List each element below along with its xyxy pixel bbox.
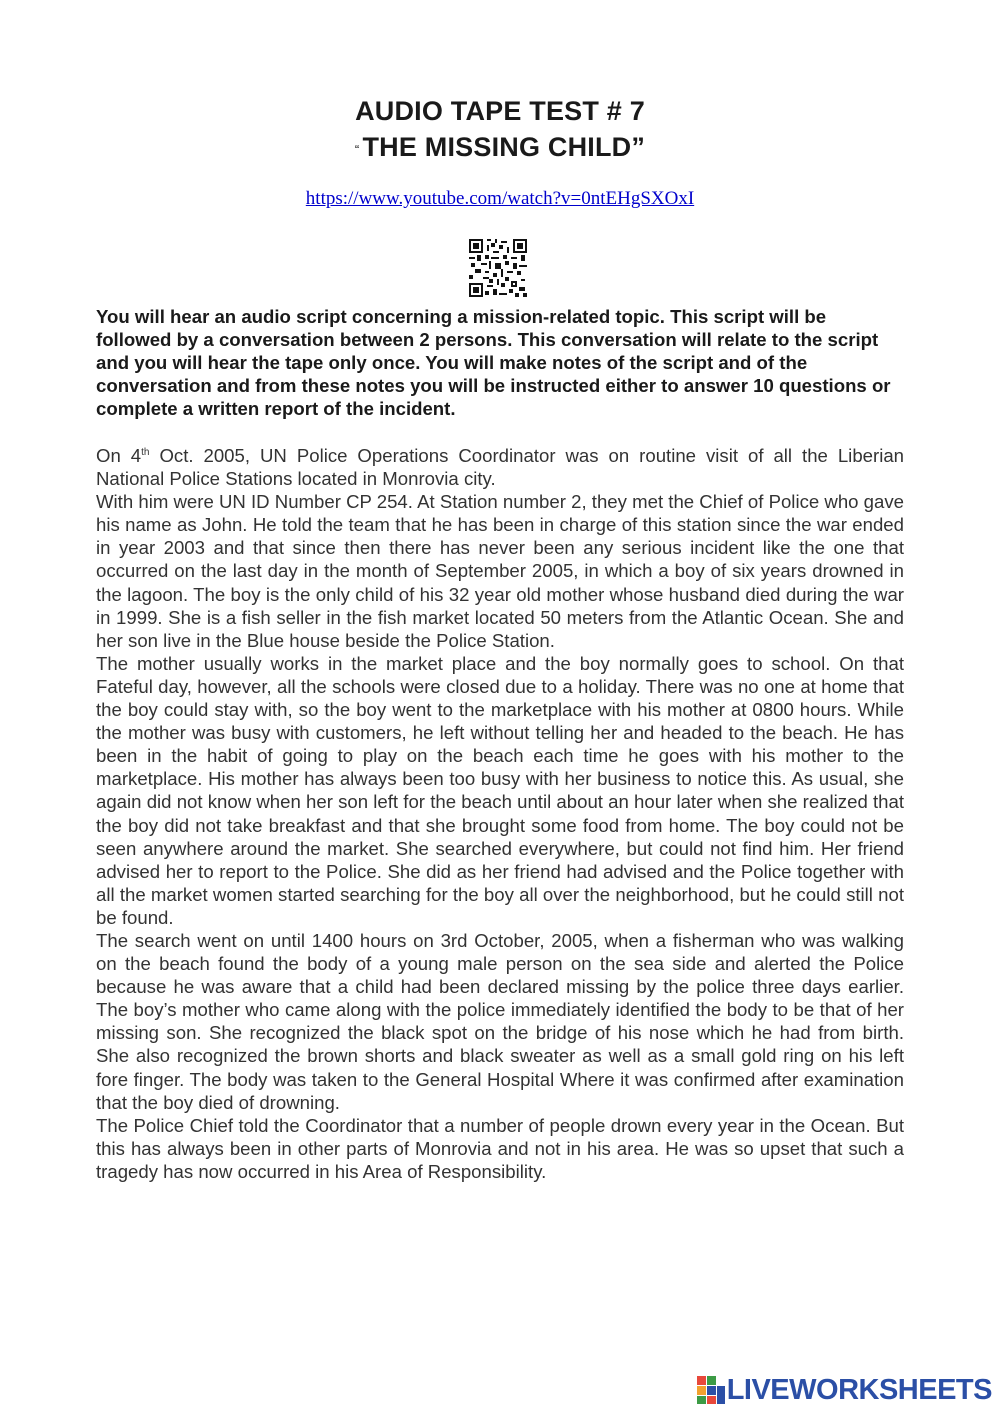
qr-code-icon	[469, 239, 527, 297]
instructions-paragraph: You will hear an audio script concerning a mission-related topic. This script will be followed by a conversation between 2 persons. This conversation will relate to the script and you will hear the tape only once. You will make notes of the script and of the conversation and from these notes you will be instructed either to answer 10 questions or complete a written report of the incident.	[96, 306, 891, 420]
ordinal-superscript: th	[141, 447, 150, 458]
liveworksheets-logo-icon	[697, 1376, 725, 1404]
story-p1-start: On 4	[96, 445, 142, 466]
youtube-link[interactable]: https://www.youtube.com/watch?v=0ntEHgSXOxI	[305, 188, 695, 209]
subtitle-text: THE MISSING CHILD”	[362, 132, 646, 162]
subtitle-open-quote: “	[354, 142, 360, 157]
story-paragraph-5: The Police Chief told the Coordinator that a number of people drown every year in the Ocean. But this has always been in other parts of Monrovia and not in his area. He was so upset that such a tragedy has now occurred in his Area of Responsibility.	[96, 1114, 904, 1182]
brand-name: LIVEWORKSHEETS	[726, 1373, 992, 1406]
story-p1-rest: Oct. 2005, UN Police Operations Coordinator was on routine visit of all the Liberian National Police Stations located in Monrovia city.	[96, 445, 905, 490]
page-subtitle	[0, 130, 1000, 167]
story-paragraph-3: The mother usually works in the market place and the boy normally goes to school. On that Fateful day, however, all the schools were closed due to a holiday. There was no one at home that the boy could stay with, so the boy went to the marketplace with his mother at 0800 hours. While the mother was busy with customers, he left without telling her and headed to the beach. He has been in the habit of going to play on the beach each time he goes with his mother to the marketplace. His mother has always been too busy with her business to notice this. As usual, she again did not know when her son left for the beach until about an hour later when she realized that the boy did not take breakfast and that she brought some food from home. The boy could not be seen anywhere around the market. She searched everywhere, but could not find him. Her friend advised her to report to the Police. She did as her friend had advised and the Police together with all the market women started searching for the boy all over the neighborhood, but he could still not be found.	[96, 652, 904, 928]
story-text	[96, 444, 904, 1183]
page-title: AUDIO TAPE TEST # 7	[355, 96, 645, 126]
story-paragraph-2: With him were UN ID Number CP 254. At Station number 2, they met the Chief of Police who gave his name as John. He told the team that he has been in charge of this station since the war ended in year 2003 and that since then there has never been any serious incident like the one that occurred on the last day in the month of September 2005, in which a boy of six years drowned in the lagoon. The boy is the only child of his 32 year old mother whose husband died during the war in 1999. She is a fish seller in the fish market located 50 meters from the Atlantic Ocean. She and her son live in the Blue house beside the Police Station.	[96, 491, 904, 651]
liveworksheets-brand[interactable]	[697, 1375, 992, 1405]
story-paragraph-4: The search went on until 1400 hours on 3rd October, 2005, when a fisherman who was walking on the beach found the body of a young male person on the sea side and alerted the Police because he was aware that a child had been declared missing by the police three days earlier. The boy’s mother who came along with the police immediately identified the body to be that of her missing son. She recognized the black spot on the bridge of his nose which he had from birth. She also recognized the brown shorts and black sweater as well as a small gold ring on his left fore finger. The body was taken to the General Hospital Where it was confirmed after examination that the boy died of drowning.	[96, 929, 904, 1113]
story-paragraph-1	[96, 444, 904, 490]
